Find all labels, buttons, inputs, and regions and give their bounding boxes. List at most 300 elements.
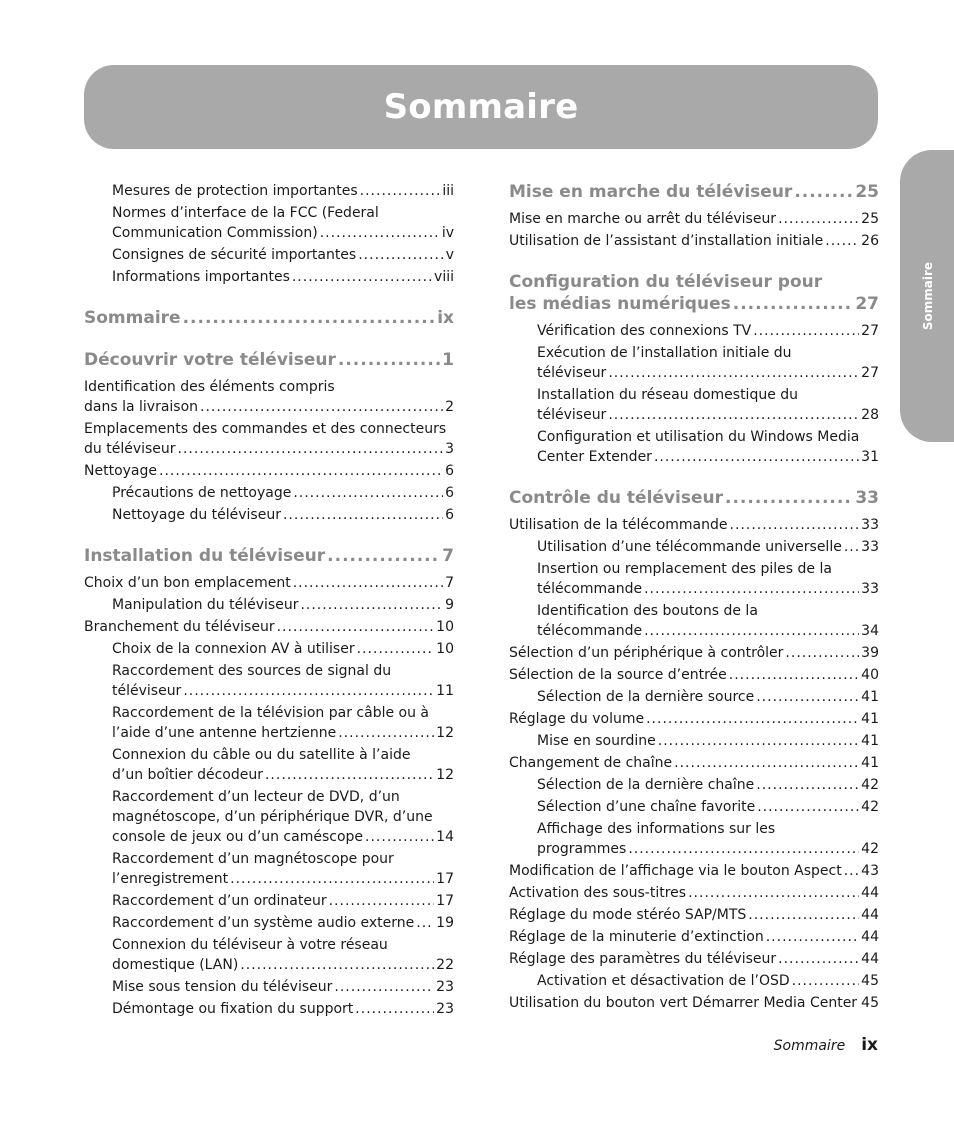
dot-leader [327, 545, 440, 567]
toc-entry-title: Sélection de la dernière chaîne [537, 777, 755, 793]
toc-entry-title: Communication Commission) [112, 225, 318, 241]
dot-leader [608, 363, 859, 383]
dot-leader [792, 971, 860, 991]
toc-entry-line [112, 827, 454, 847]
dot-leader [292, 267, 432, 287]
toc-entry-title: Utilisation d’une télécommande universelle [537, 539, 842, 555]
dot-leader [416, 913, 434, 933]
toc-entry-line [112, 483, 454, 503]
dot-leader [230, 869, 434, 889]
toc-entry-title: Mise en sourdine [537, 733, 656, 749]
toc-entry-title: les médias numériques [509, 294, 731, 314]
dot-leader [608, 405, 859, 425]
toc-entry-line [84, 397, 454, 417]
toc-right-list [509, 181, 879, 1013]
toc-entry [84, 505, 454, 525]
toc-entry [509, 819, 879, 859]
toc-entry [509, 797, 879, 817]
toc-entry [84, 977, 454, 997]
toc-entry-title: Branchement du téléviseur [84, 619, 275, 635]
toc-page-number: 33 [861, 539, 879, 555]
toc-entry-title-line: Normes d’interface de la FCC (Federal [112, 205, 379, 221]
dot-leader [644, 621, 859, 641]
toc-page-number: 42 [861, 841, 879, 857]
toc-page-number: 6 [445, 463, 454, 479]
toc-entry-line [509, 883, 879, 903]
toc-page-number: 23 [436, 979, 454, 995]
toc-entry [84, 849, 454, 889]
toc-entry-line [537, 447, 879, 467]
toc-entry-title-line: Affichage des informations sur les [537, 821, 776, 837]
toc-entry [509, 385, 879, 425]
dot-leader [338, 723, 434, 743]
toc-entry [84, 703, 454, 743]
toc-entry-title-line: Raccordement d’un lecteur de DVD, d’un [112, 789, 400, 805]
toc-entry-line [84, 573, 454, 593]
toc-entry-title: domestique (LAN) [112, 957, 239, 973]
toc-section-heading [509, 271, 879, 315]
toc-entry-line [537, 731, 879, 751]
toc-entry-line [537, 971, 879, 991]
toc-entry [84, 483, 454, 503]
toc-entry-line [84, 307, 454, 329]
toc-entry-line [537, 537, 879, 557]
toc-page-number: 7 [445, 575, 454, 591]
toc-entry [84, 419, 454, 459]
toc-entry-title: Utilisation du bouton vert Démarrer Media Center [509, 995, 858, 1011]
toc-entry-title: l’aide d’une antenne hertzienne [112, 725, 337, 741]
dot-leader [265, 765, 434, 785]
toc-entry-line [84, 349, 454, 371]
dot-leader [200, 397, 443, 417]
toc-page-number: 33 [855, 488, 879, 508]
toc-entry-line [112, 505, 454, 525]
toc-entry-title: Mise en marche du téléviseur [509, 182, 793, 202]
toc-entry [84, 999, 454, 1019]
toc-entry [84, 891, 454, 911]
toc-entry-title: télécommande [537, 581, 643, 597]
dot-leader [320, 223, 440, 243]
toc-page-number: 33 [861, 517, 879, 533]
toc-page-number: 17 [436, 893, 454, 909]
toc-entry [509, 775, 879, 795]
toc-page-number: 3 [445, 441, 454, 457]
dot-leader [329, 891, 435, 911]
toc-entry-title: Sélection de la dernière source [537, 689, 755, 705]
toc-entry-title-line: Configuration du téléviseur pour [509, 272, 823, 292]
toc-entry-title: Mise sous tension du téléviseur [112, 979, 333, 995]
toc-entry-line [537, 405, 879, 425]
dot-leader [360, 181, 441, 201]
toc-left-column [84, 181, 454, 1021]
toc-entry-title: Sommaire [84, 308, 181, 328]
toc-page-number: 41 [861, 755, 879, 771]
dot-leader [293, 573, 443, 593]
toc-entry-line [112, 869, 454, 889]
toc-entry-title: Réglage du volume [509, 711, 645, 727]
toc-page-number: 42 [861, 799, 879, 815]
toc-entry-title: d’un boîtier décodeur [112, 767, 263, 783]
toc-entry-line [112, 181, 454, 201]
toc-page-number: 10 [436, 619, 454, 635]
toc-entry [509, 231, 879, 251]
toc-page-number: 41 [861, 689, 879, 705]
toc-entry [509, 883, 879, 903]
dot-leader [825, 231, 859, 251]
toc-entry-title: Utilisation de la télécommande [509, 517, 728, 533]
toc-entry-title: téléviseur [537, 365, 607, 381]
toc-page-number: iii [442, 183, 454, 199]
dot-leader [357, 639, 435, 659]
toc-page-number: 42 [861, 777, 879, 793]
dot-leader [338, 349, 440, 371]
toc-entry-title: Choix d’un bon emplacement [84, 575, 291, 591]
toc-page-number: 25 [861, 211, 879, 227]
toc-entry [84, 745, 454, 785]
toc-page-number: 28 [861, 407, 879, 423]
toc-entry-line [537, 363, 879, 383]
toc-entry-line [537, 775, 879, 795]
toc-entry [509, 905, 879, 925]
toc-entry-line [112, 267, 454, 287]
toc-entry-title: Démontage ou fixation du support [112, 1001, 354, 1017]
toc-entry-line [112, 245, 454, 265]
toc-entry-title: Sélection de la source d’entrée [509, 667, 727, 683]
page-footer [774, 1035, 878, 1055]
toc-entry-title: Contrôle du téléviseur [509, 488, 723, 508]
toc-entry-line [509, 209, 879, 229]
toc-entry [84, 913, 454, 933]
toc-entry-title: Mise en marche ou arrêt du téléviseur [509, 211, 777, 227]
dot-leader [159, 461, 443, 481]
toc-page-number: 44 [861, 929, 879, 945]
toc-entry-title-line: Configuration et utilisation du Windows Media [537, 429, 860, 445]
toc-page-number: 45 [861, 995, 879, 1011]
toc-entry-line [537, 839, 879, 859]
toc-entry-title-line: Insertion ou remplacement des piles de la [537, 561, 832, 577]
dot-leader [730, 515, 860, 535]
toc-entry [84, 661, 454, 701]
toc-page-number: 31 [861, 449, 879, 465]
toc-entry-line [537, 687, 879, 707]
toc-entry-line [112, 595, 454, 615]
toc-entry-title: Sélection d’une chaîne favorite [537, 799, 756, 815]
toc-entry-line [509, 709, 879, 729]
toc-entry-line [84, 617, 454, 637]
toc-entry-line [112, 913, 454, 933]
toc-page-number: 39 [861, 645, 879, 661]
toc-entry [84, 639, 454, 659]
toc-page-number: 25 [855, 182, 879, 202]
toc-page-number: 17 [436, 871, 454, 887]
dot-leader [785, 643, 859, 663]
toc-entry-title: dans la livraison [84, 399, 199, 415]
toc-page-number: 19 [436, 915, 454, 931]
toc-entry [84, 573, 454, 593]
toc-entry [84, 935, 454, 975]
toc-entry-line [509, 487, 879, 509]
toc-entry-line [112, 891, 454, 911]
dot-leader [240, 955, 434, 975]
toc-entry-title-line: Connexion du câble ou du satellite à l’aide [112, 747, 411, 763]
dot-leader [756, 687, 859, 707]
toc-page-number: iv [441, 225, 454, 241]
toc-page-number: 27 [861, 323, 879, 339]
toc-entry-line [509, 993, 879, 1013]
toc-entry-line [509, 231, 879, 251]
toc-entry-title-line: Connexion du téléviseur à votre réseau [112, 937, 388, 953]
page-title: Sommaire [383, 87, 579, 127]
toc-entry [84, 203, 454, 243]
toc-entry-line [537, 621, 879, 641]
toc-entry [84, 461, 454, 481]
dot-leader [277, 617, 435, 637]
toc-entry-title: Changement de chaîne [509, 755, 673, 771]
toc-entry-title: Nettoyage du téléviseur [112, 507, 281, 523]
toc-entry-line [509, 665, 879, 685]
dot-leader [644, 579, 859, 599]
toc-page-number: 2 [445, 399, 454, 415]
toc-page-number: 41 [861, 733, 879, 749]
toc-entry [84, 787, 454, 847]
title-banner [84, 65, 878, 149]
dot-leader [766, 927, 859, 947]
toc-entry [509, 971, 879, 991]
toc-entry-title: Modification de l’affichage via le bouton Aspect [509, 863, 842, 879]
toc-page-number: 1 [442, 350, 454, 370]
dot-leader [756, 775, 859, 795]
toc-entry-line [509, 861, 879, 881]
toc-entry [84, 595, 454, 615]
toc-entry [509, 665, 879, 685]
toc-entry [509, 753, 879, 773]
toc-entry [84, 245, 454, 265]
toc-entry [509, 343, 879, 383]
toc-entry-line [509, 643, 879, 663]
toc-entry-title: Utilisation de l’assistant d’installation initiale [509, 233, 824, 249]
toc-entry-line [112, 955, 454, 975]
toc-entry-title: Activation et désactivation de l’OSD [537, 973, 790, 989]
dot-leader [778, 949, 859, 969]
toc-entry-title: console de jeux ou d’un caméscope [112, 829, 364, 845]
toc-entry-title: du téléviseur [84, 441, 176, 457]
footer-page-number: ix [861, 1035, 878, 1055]
toc-entry-line [84, 439, 454, 459]
toc-page-number: 6 [445, 507, 454, 523]
toc-entry-title: Activation des sous-titres [509, 885, 687, 901]
toc-entry [84, 181, 454, 201]
toc-entry [509, 927, 879, 947]
toc-entry-title: l’enregistrement [112, 871, 229, 887]
toc-page-number: 23 [436, 1001, 454, 1017]
side-tab [900, 150, 954, 442]
toc-right-column [509, 181, 879, 1015]
dot-leader [725, 487, 853, 509]
toc-entry-title: téléviseur [537, 407, 607, 423]
toc-entry [509, 949, 879, 969]
toc-entry-title: Installation du téléviseur [84, 546, 326, 566]
toc-entry-title: Vérification des connexions TV [537, 323, 752, 339]
toc-entry-title: Réglage des paramètres du téléviseur [509, 951, 777, 967]
toc-entry [84, 267, 454, 287]
toc-page-number: 44 [861, 885, 879, 901]
toc-entry-title: Choix de la connexion AV à utiliser [112, 641, 355, 657]
toc-page-number: 34 [861, 623, 879, 639]
dot-leader [283, 505, 443, 525]
toc-page-number: 7 [442, 546, 454, 566]
toc-entry-title: Informations importantes [112, 269, 290, 285]
dot-leader [300, 595, 443, 615]
toc-page-number: ix [437, 308, 454, 328]
toc-entry-title-line: Installation du réseau domestique du [537, 387, 799, 403]
toc-entry-line [509, 905, 879, 925]
dot-leader [658, 731, 859, 751]
dot-leader [628, 839, 859, 859]
toc-section-heading [509, 181, 879, 203]
toc-page-number: 27 [861, 365, 879, 381]
toc-entry [509, 643, 879, 663]
toc-entry-title: télécommande [537, 623, 643, 639]
dot-leader [365, 827, 434, 847]
toc-entry-title-line: magnétoscope, d’un périphérique DVR, d’une [112, 809, 433, 825]
dot-leader [674, 753, 859, 773]
toc-entry-title-line: Raccordement des sources de signal du [112, 663, 392, 679]
toc-section-heading [84, 349, 454, 371]
toc-page-number: 22 [436, 957, 454, 973]
dot-leader [183, 681, 434, 701]
toc-entry-title: téléviseur [112, 683, 182, 699]
toc-entry [509, 709, 879, 729]
dot-leader [654, 447, 859, 467]
dot-leader [794, 181, 853, 203]
toc-entry-title: Manipulation du téléviseur [112, 597, 299, 613]
toc-entry-line [112, 223, 454, 243]
dot-leader [178, 439, 444, 459]
footer-title: Sommaire [773, 1038, 846, 1054]
dot-leader [688, 883, 859, 903]
toc-entry [84, 617, 454, 637]
toc-page-number: 26 [861, 233, 879, 249]
toc-entry [509, 515, 879, 535]
toc-entry [509, 537, 879, 557]
toc-entry-title-line: Raccordement d’un magnétoscope pour [112, 851, 394, 867]
toc-entry [509, 861, 879, 881]
toc-page-number: v [445, 247, 454, 263]
toc-page-number: 40 [861, 667, 879, 683]
toc-page-number: 33 [861, 581, 879, 597]
toc-entry-line [112, 723, 454, 743]
toc-page-number: 12 [436, 767, 454, 783]
toc-entry-line [112, 999, 454, 1019]
dot-leader [646, 709, 859, 729]
toc-entry-title: Raccordement d’un ordinateur [112, 893, 327, 909]
toc-page-number: viii [434, 269, 454, 285]
toc-entry-title: programmes [537, 841, 627, 857]
dot-leader [183, 307, 436, 329]
toc-entry-title-line: Raccordement de la télévision par câble ou à [112, 705, 430, 721]
toc-entry-line [112, 977, 454, 997]
toc-entry-title: Nettoyage [84, 463, 157, 479]
toc-entry-title: Découvrir votre téléviseur [84, 350, 336, 370]
toc-page-number: 6 [445, 485, 454, 501]
toc-entry-line [537, 321, 879, 341]
dot-leader [334, 977, 434, 997]
dot-leader [748, 905, 859, 925]
toc-entry-title-line: Emplacements des commandes et des connecteurs [84, 421, 447, 437]
toc-entry-line [509, 949, 879, 969]
toc-entry-title: Réglage de la minuterie d’extinction [509, 929, 764, 945]
toc-entry [509, 559, 879, 599]
toc-page-number: 14 [436, 829, 454, 845]
dot-leader [293, 483, 443, 503]
dot-leader [733, 293, 854, 315]
dot-leader [844, 861, 859, 881]
toc-entry [509, 209, 879, 229]
toc-page-number: 44 [861, 951, 879, 967]
dot-leader [757, 797, 859, 817]
toc-entry [509, 427, 879, 467]
toc-entry-line [509, 293, 879, 315]
dot-leader [729, 665, 859, 685]
toc-entry-title: Réglage du mode stéréo SAP/MTS [509, 907, 747, 923]
dot-leader [358, 245, 443, 265]
toc-entry-line [84, 461, 454, 481]
toc-entry [509, 993, 879, 1013]
toc-page-number: 10 [436, 641, 454, 657]
toc-entry [509, 731, 879, 751]
toc-entry-line [509, 515, 879, 535]
toc-entry-line [537, 797, 879, 817]
toc-entry [509, 601, 879, 641]
toc-entry-title: Raccordement d’un système audio externe [112, 915, 415, 931]
toc-entry [509, 687, 879, 707]
toc-entry-line [509, 927, 879, 947]
toc-section-heading [509, 487, 879, 509]
toc-entry-title: Précautions de nettoyage [112, 485, 292, 501]
toc-entry-line [509, 753, 879, 773]
toc-page-number: 43 [861, 863, 879, 879]
toc-entry-line [112, 681, 454, 701]
toc-left-list [84, 181, 454, 1019]
toc-entry-title-line: Identification des boutons de la [537, 603, 758, 619]
dot-leader [844, 537, 859, 557]
toc-entry-title: Center Extender [537, 449, 652, 465]
dot-leader [753, 321, 859, 341]
dot-leader [355, 999, 434, 1019]
toc-entry-line [84, 545, 454, 567]
toc-entry-title: Sélection d’un périphérique à contrôler [509, 645, 784, 661]
toc-entry-line [112, 765, 454, 785]
toc-page-number: 41 [861, 711, 879, 727]
toc-page-number: 11 [436, 683, 454, 699]
toc-entry-line [112, 639, 454, 659]
toc-entry-line [509, 181, 879, 203]
toc-page-number: 12 [436, 725, 454, 741]
toc-page-number: 45 [861, 973, 879, 989]
toc-entry [84, 377, 454, 417]
toc-section-heading [84, 545, 454, 567]
toc-page-number: 44 [861, 907, 879, 923]
toc-entry-title: Mesures de protection importantes [112, 183, 358, 199]
toc-entry-title-line: Exécution de l’installation initiale du [537, 345, 792, 361]
toc-entry [509, 321, 879, 341]
dot-leader [778, 209, 859, 229]
toc-entry-title: Consignes de sécurité importantes [112, 247, 357, 263]
toc-entry-line [537, 579, 879, 599]
toc-page-number: 9 [445, 597, 454, 613]
toc-section-heading [84, 307, 454, 329]
toc-entry-title-line: Identification des éléments compris [84, 379, 335, 395]
